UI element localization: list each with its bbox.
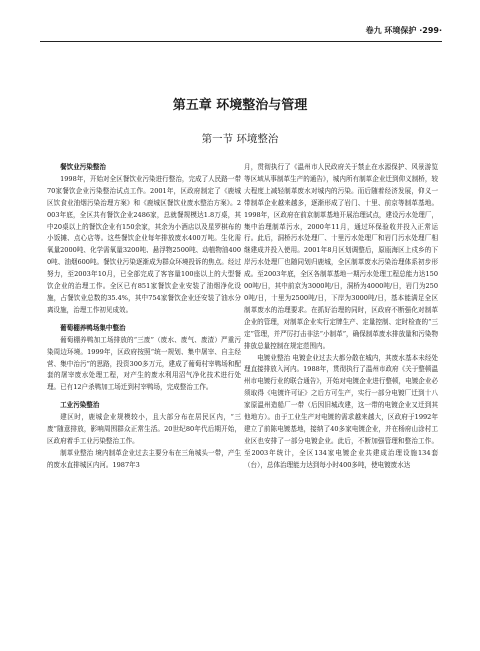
running-header: 卷九 环境保护 ·299· [365,26,442,35]
paragraph-tannery [47,448,241,472]
keyword-tannery: 制革业整治 [60,448,94,457]
chapter-title: 第五章 环境整治与管理 [172,98,308,113]
paragraph-catering: 1998年，开始对全区餐饮业污染进行整治，完成了人民路一带70家餐饮企业污染整治试点工作。2001年，区政府制定了《鹿城区饮食业油烟污染治理方案》和《鹿城区餐饮业废水整治方案》。2003年底，全区共有餐饮企业2486家，总就餐规模达1.8万桌，其中20桌以上的餐饮企业有150余家，其余为小酒店以及星罗棋布的小饭摊、点心店等。这些餐饮企业每年排放废水400万吨。生化需氧量2000吨、化学需氧量3200吨、悬浮物2500吨、动植物油4000吨、油烟600吨。餐饮业污染逐渐成为群众环境投诉的焦点。经过努力，至2003年10月，已全部完成了客容量100座以上的大型餐饮企业的治理工作。全区已有851家餐饮企业安装了油烟净化设施，占餐饮业总数的35.4%，其中754家餐饮企业还安装了油水分离设施，治理工作初见成效。 [47,174,241,314]
electroplating-text: 电镀企业过去大都分散在城内，其废水基本未经处理直接排放入河内。1988年，贯彻执行了温州市政府《关于整顿温州市电镀行业的联合通告》，开始对电镀企业进行整顿，电镀企业必须取得《电镀许可证》之后方可生产，实行一部分电镀厂迁到十八家原温州造船厂一带（后因旧城改建，这一带的电镀企业又迁到其他地方）。由于工业生产对电镀的需求越来越大，区政府于1992年建立了前陈电镀基地，接纳了40多家电镀企业，并在杨府山涂村工业区也安排了一部分电镀企业。此后，不断加强管理和整治工作。至2003年统计，全区134家电镀企业共建成治理设施134套（台），总体治理能力达到每小时400多吨，使电镀废水达 [244,353,438,469]
section-title: 第一节 环境整治 [201,133,279,145]
paragraph-tannery-continued: 月，贯彻执行了《温州市人民政府关于禁止在水源保护、风景游览等区域从事制革生产的通告》，城内所有制革企业迁到仰义制桥，较大程度上减轻制革废水对城内的污染。而后随着经济发展，仰义一带制革企业越来越多，逐渐形成了岩门、十里、前京等制革基地。1998年，区政府在前京制革基地开展治理试点，建设污水处理厂，集中治理制革污水，2000年11月，通过环保验收并投入正常运行。此后，洞桥污水处理厂、十里污水处理厂和岩门污水处理厂相继建成并投入使用。2001年8月区划调整后，原瓯海区上戍乡的下岸污水处理厂也随同划归鹿城，全区制革废水污染治理体系初步形成。至2003年底，全区各制革基地一期污水处理工程总能力达15000吨/日，其中前京为3000吨/日，洞桥为4000吨/日，岩门为2500吨/日，十里为2500吨/日，下岸为3000吨/日，基本能满足全区制革废水的治理要求。在抓好治理的同时，区政府不断强化对制革企业的管理，对制革企业实行定牌生产、定量控制、定时检查的“三定”管理，并严厉打击非法“小制革”，确保制革废水排放量和污染物排放总量控制在规定范围内。 [244,163,438,350]
heading-catering: 餐饮业污染整治 [60,163,106,171]
left-column [47,162,241,472]
heading-industrial: 工业污染整治 [60,401,100,410]
paragraph-industrial: 建区时，鹿城企业规模较小，且大部分布在居民区内，“三废”随意排放，影响周围群众正常生活。20世纪80年代后期开始，区政府着手工业污染整治工作。 [47,413,241,445]
header-rule [40,41,442,42]
heading-duck-farm: 葡萄棚养鸭场集中整治 [60,323,126,332]
tannery-text: 境内制革企业过去主要分布在三角城头一带，产生的废水直排城区内河。1987年3 [47,448,241,469]
paragraph-duck-farm: 葡萄棚养鸭加工场排放的“三废”（废水、废气、废渣）严重污染周边环境。1999年，区政府按照“统一规划、集中屠宰、自主经营、集中治污”的思路，投资300多万元，建成了葡萄村宰鸭场和配套的屠宰废水处理工程，对产生的废水利用沼气净化技术进行处理。已有12户杀鸭加工场迁到村宰鸭场，完成整治工作。 [47,335,241,392]
keyword-electroplating: 电镀业整治 [257,353,291,362]
right-column [244,162,438,472]
paragraph-electroplating [244,353,438,472]
